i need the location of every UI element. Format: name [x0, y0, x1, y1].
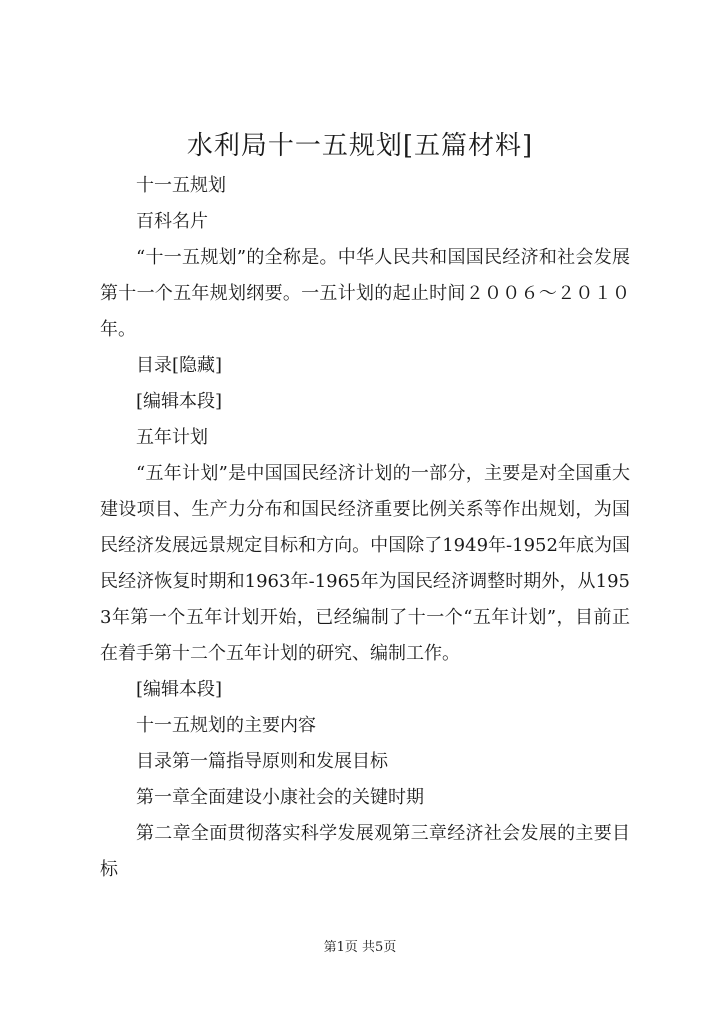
- document-body: [100, 168, 630, 888]
- paragraph-full-name: “十一五规划”的全称是。中华人民共和国国民经济和社会发展第十一个五年规划纲要。一五计划的起止时间２００６～２０１０年。: [100, 247, 630, 340]
- paragraph-five-year-description: “五年计划”是中国国民经济计划的一部分，主要是对全国重大建设项目、生产力分布和国民经济重要比例关系等作出规划，为国民经济发展远景规定目标和方向。中国除了1949年-1952年底为国民经济恢复时期和1963年-1965年为国民经济调整时期外，从1953年第一个五年计划开始，已经编制了十一个“五年计划”，目前正在着手第十二个五年计划的研究、编制工作。: [100, 463, 630, 664]
- paragraph-heading-plan: 十一五规划: [136, 175, 226, 196]
- page-footer: 第1页 共5页: [323, 940, 397, 955]
- paragraph-toc-hidden: 目录[隐藏]: [136, 355, 223, 376]
- paragraph-edit-section: [编辑本段]: [136, 679, 223, 700]
- paragraph-main-content: 十一五规划的主要内容: [136, 715, 316, 736]
- paragraph-baike-card: 百科名片: [136, 211, 208, 232]
- paragraph-toc-part-one: 目录第一篇指导原则和发展目标: [136, 751, 388, 772]
- paragraph-five-year-plan: 五年计划: [136, 427, 208, 448]
- paragraph-edit-section: [编辑本段]: [136, 391, 223, 412]
- document-title: 水利局十一五规划[五篇材料]: [186, 131, 534, 161]
- paragraph-chapter-two-three: 第二章全面贯彻落实科学发展观第三章经济社会发展的主要目标: [100, 823, 630, 880]
- paragraph-chapter-one: 第一章全面建设小康社会的关键时期: [136, 787, 424, 808]
